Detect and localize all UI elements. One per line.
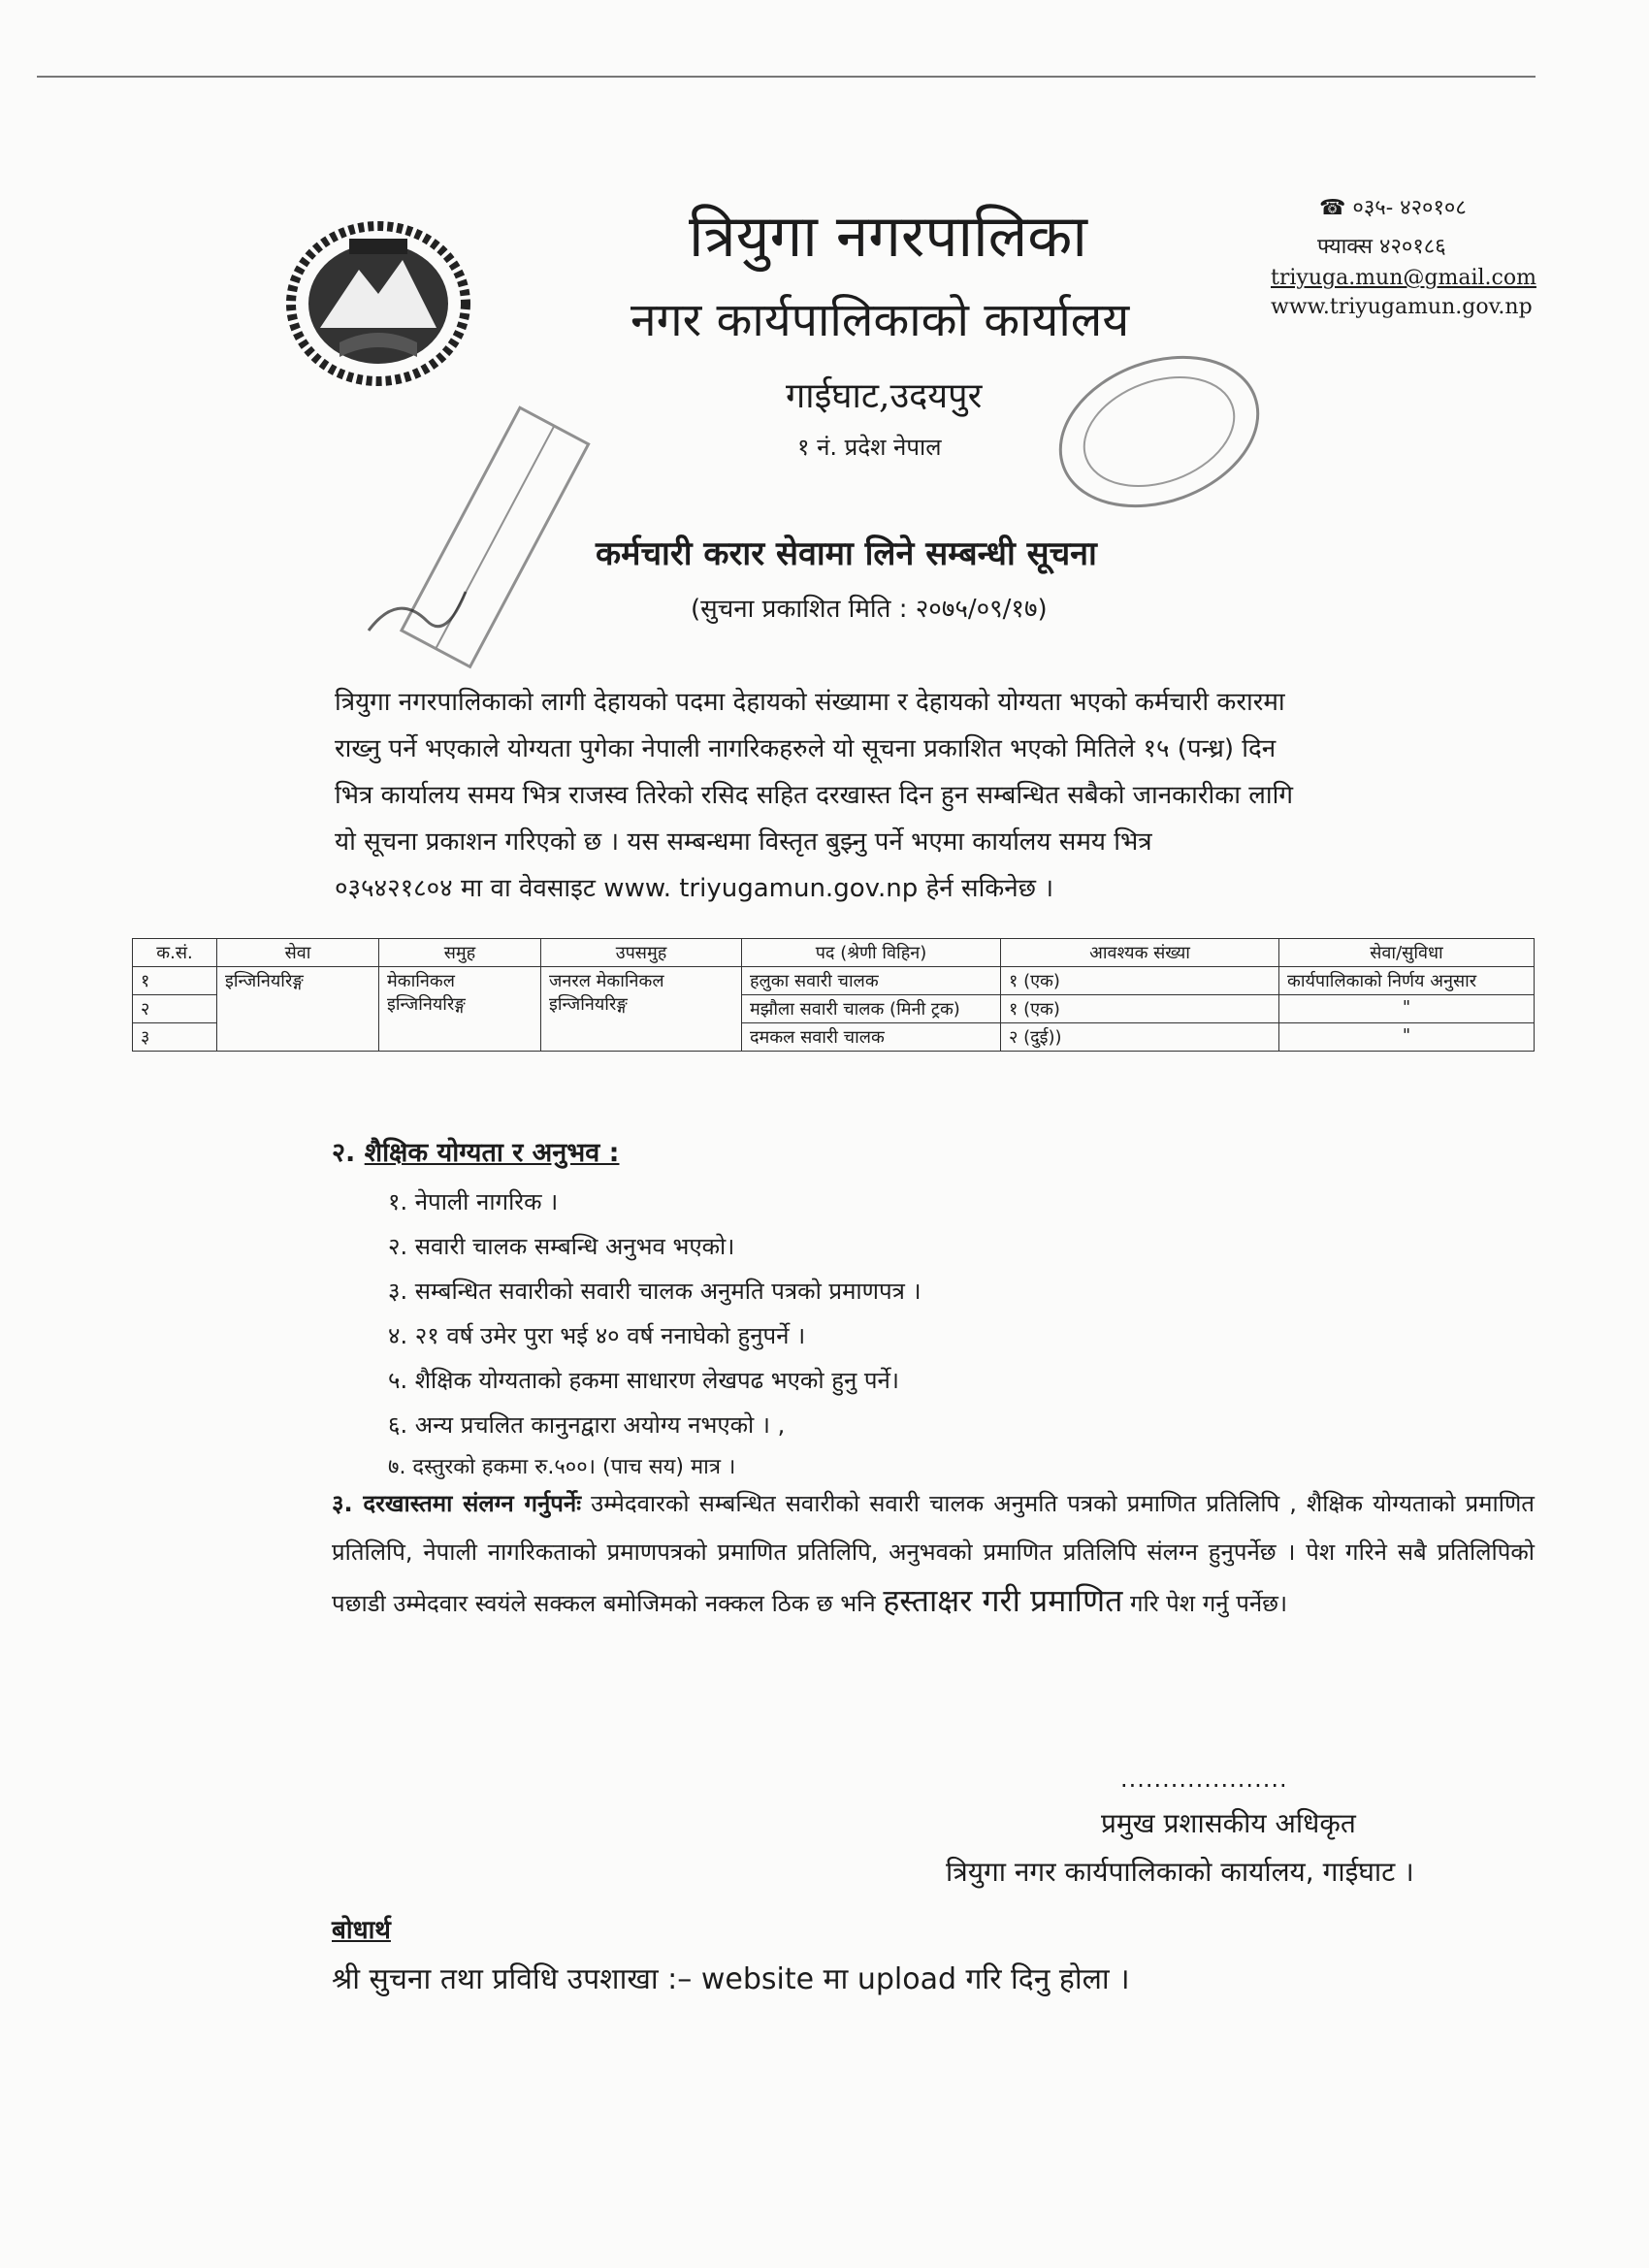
signature-line: .................... — [1120, 1766, 1288, 1793]
intro-line: त्रियुगा नगरपालिकाको लागी देहायको पदमा देहायको संख्यामा र देहायको योग्यता भएको कर्मचारी करारमा — [335, 688, 1285, 717]
intro-line: यो सूचना प्रकाशन गरिएको छ । यस सम्बन्धमा विस्तृत बुझ्नु पर्ने भएमा कार्यालय समय भित्र — [335, 827, 1152, 857]
section3-emphasis: हस्ताक्षर गरी प्रमाणित — [883, 1582, 1123, 1619]
cell-sewa: इन्जिनियरिङ्ग — [217, 967, 379, 1052]
province-name: १ नं. प्रदेश नेपाल — [797, 434, 942, 461]
bodhartha-text: श्री सुचना तथा प्रविधि उपशाखा :– website मा upload गरि दिनु होला । — [332, 1962, 1130, 1996]
intro-line: ०३५४२१८०४ मा वा वेवसाइट www. triyugamun.gov.np हेर्न सकिनेछ । — [335, 874, 1054, 903]
office-location: गाईघाट,उदयपुर — [786, 376, 983, 416]
qualification-item: २. सवारी चालक सम्बन्धि अनुभव भएको। — [388, 1233, 735, 1260]
intro-line: भित्र कार्यालय समय भित्र राजस्व तिरेको रसिद सहित दरखास्त दिन हुन सम्बन्धित सबैको जानकारीका लागि — [335, 781, 1293, 810]
table-header-row — [133, 939, 1535, 967]
column-header: उपसमुह — [541, 939, 742, 967]
signatory-title: प्रमुख प्रशासकीय अधिकृत — [1101, 1807, 1356, 1839]
column-header: क.सं. — [133, 939, 217, 967]
cell-sn: २ — [133, 995, 217, 1023]
qualification-item: ६. अन्य प्रचलित कानुनद्वारा अयोग्य नभएको । , — [388, 1411, 786, 1439]
municipality-name: त्रियुगा नगरपालिका — [689, 203, 1087, 271]
office-name: नगर कार्यपालिकाको कार्यालय — [630, 293, 1130, 347]
qualification-item: ३. सम्बन्धित सवारीको सवारी चालक अनुमति पत्रको प्रमाणपत्र । — [388, 1278, 922, 1305]
column-header: आवश्यक संख्या — [1001, 939, 1279, 967]
cell-sankhya: १ (एक) — [1001, 967, 1279, 995]
notice-heading: कर्मचारी करार सेवामा लिने सम्बन्धी सूचना — [596, 535, 1097, 573]
cell-pad: हलुका सवारी चालक — [742, 967, 1001, 995]
cell-sn: ३ — [133, 1023, 217, 1052]
qualification-item: १. नेपाली नागरिक । — [388, 1188, 559, 1215]
publication-date: (सुचना प्रकाशित मिति : २०७५/०९/१७) — [691, 595, 1048, 624]
section2-number: २. — [332, 1138, 356, 1168]
cell-samuha: मेकानिकल इन्जिनियरिङ्ग — [379, 967, 541, 1052]
fax-number: फ्याक्स ४२०१८६ — [1317, 235, 1446, 259]
qualification-item: ७. दस्तुरको हकमा रु.५००। (पाच सय) मात्र । — [388, 1455, 736, 1479]
posts-table — [132, 938, 1535, 1052]
cell-suvidha: कार्यपालिकाको निर्णय अनुसार — [1279, 967, 1535, 995]
table-row — [133, 967, 1535, 995]
cell-upasamuha: जनरल मेकानिकल इन्जिनियरिङ्ग — [541, 967, 742, 1052]
qualification-item: ४. २१ वर्ष उमेर पुरा भई ४० वर्ष ननाघेको हुनुपर्ने । — [388, 1322, 806, 1349]
cell-suvidha: " — [1279, 1023, 1535, 1052]
intro-line: राख्नु पर्ने भएकाले योग्यता पुगेका नेपाली नागरिकहरुले यो सूचना प्रकाशित भएको मितिले १५ (पन्ध्र) दिन — [335, 734, 1277, 763]
bodhartha-heading: बोधार्थ — [332, 1916, 391, 1945]
section3-paragraph — [332, 1479, 1535, 1628]
government-emblem-icon — [281, 221, 475, 386]
cell-sankhya: १ (एक) — [1001, 995, 1279, 1023]
office-seal-stamp — [1048, 349, 1271, 514]
section2-heading — [332, 1133, 619, 1169]
column-header: पद (श्रेणी विहिन) — [742, 939, 1001, 967]
cell-pad: मझौला सवारी चालक (मिनी ट्रक) — [742, 995, 1001, 1023]
column-header: समुह — [379, 939, 541, 967]
cell-sn: १ — [133, 967, 217, 995]
cell-pad: दमकल सवारी चालक — [742, 1023, 1001, 1052]
section3-tail: गरि पेश गर्नु पर्नेछ। — [1130, 1590, 1288, 1617]
section3-label: ३. दरखास्तमा संलग्न गर्नुपर्नेः — [332, 1490, 582, 1517]
column-header: सेवा — [217, 939, 379, 967]
website-link[interactable]: www.triyugamun.gov.np — [1271, 295, 1533, 319]
cell-suvidha: " — [1279, 995, 1535, 1023]
top-rule — [37, 76, 1536, 78]
qualification-item: ५. शैक्षिक योग्यताको हकमा साधारण लेखपढ भएको हुनु पर्ने। — [388, 1367, 899, 1394]
phone-number: ☎ ०३५- ४२०१०८ — [1319, 196, 1467, 220]
column-header: सेवा/सुविधा — [1279, 939, 1535, 967]
signatory-office: त्रियुगा नगर कार्यपालिकाको कार्यालय, गाईघाट । — [946, 1856, 1414, 1888]
section2-title: शैक्षिक योग्यता र अनुभव : — [364, 1138, 620, 1168]
section3-text: उम्मेदवारको सम्बन्धित सवारीको सवारी चालक अनुमति पत्रको प्रमाणित प्रतिलिपि , शैक्षिक योग्यताको प्रमाणित प्रतिलिपि, नेपाली नागरिकताको प्रमाणपत्रको प्रमाणित प्रतिलिपि, अनुभवको प्रमाणित प्रतिलिपि संलग्न हुनुपर्नेछ । पेश गरिने सबै प्रतिलिपिको पछाडी उम्मेदवार स्वयंले सक्कल बमोजिमको नक्कल ठिक छ भनि — [332, 1490, 1535, 1617]
cell-sankhya: २ (दुई)) — [1001, 1023, 1279, 1052]
email-link[interactable]: triyuga.mun@gmail.com — [1271, 266, 1536, 290]
intro-paragraph — [335, 679, 1533, 912]
